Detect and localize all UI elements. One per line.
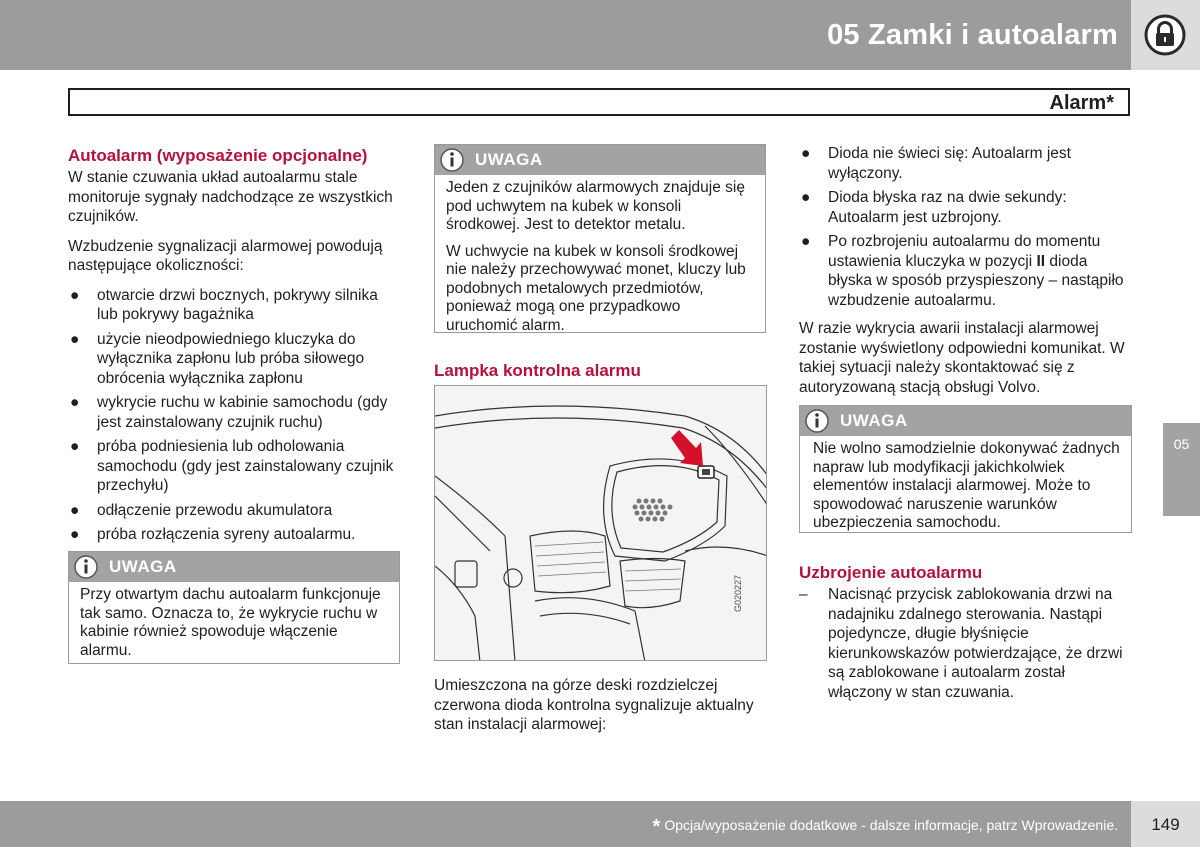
asterisk-mark: * <box>652 816 661 838</box>
note-header <box>69 552 399 582</box>
footer-note <box>653 816 1118 839</box>
column-1 <box>68 146 400 545</box>
chapter-title: 05 Zamki i autoalarm <box>827 19 1118 51</box>
list-item: ● Dioda błyska raz na dwie sekundy: Autoalarm jest uzbrojony. <box>801 189 1067 226</box>
note-box-sunroof <box>68 551 400 664</box>
figure-caption: Umieszczona na górze deski rozdzielczej czerwona dioda kontrolna sygnalizuje aktualny stan instalacji alarmowej: <box>434 677 754 733</box>
note-box-sensor <box>434 144 766 333</box>
list-item: ● użycie nieodpowiedniego kluczyka do wyłącznika zapłonu lub próba siłowego obrócenia wyłącznika zapłonu <box>70 330 365 387</box>
note-header <box>435 145 765 175</box>
note-label: UWAGA <box>475 150 543 169</box>
note-box-repairs <box>799 405 1132 533</box>
dashboard-illustration <box>435 386 767 661</box>
footer-note-text: Opcja/wyposażenie dodatkowe - dalsze informacje, patrz Wprowadzenie. <box>664 817 1118 833</box>
column-3 <box>799 144 1132 397</box>
arming-step <box>799 585 1132 702</box>
section-heading-autoalarm: Autoalarm (wyposażenie opcjonalne) <box>68 146 368 165</box>
note-label: UWAGA <box>109 557 177 576</box>
section-heading-indicator: Lampka kontrolna alarmu <box>434 361 641 380</box>
section-heading-arming: Uzbrojenie autoalarmu <box>799 563 983 582</box>
list-item: ● wykrycie ruchu w kabinie samochodu (gdy jest zainstalowany czujnik ruchu) <box>70 394 388 431</box>
figure-code: G020227 <box>733 574 743 612</box>
padlock-icon <box>1144 14 1186 56</box>
list-item: ● otwarcie drzwi bocznych, pokrywy silnika lub pokrywy bagażnika <box>70 286 378 323</box>
note-paragraph: Jeden z czujników alarmowych znajduje się pod uchwytem na kubek w konsoli środkowej. Jest to detektor metalu. <box>446 179 745 233</box>
step-text: Nacisnąć przycisk zablokowania drzwi na nadajniku zdalnego sterowania. Nastąpi pojedyncze, długie błyśnięcie kierunkowskazów potwierdzające, że drzwi są zablokowane i autoalarm został włączony w stan czuwania. <box>828 586 1123 701</box>
indicator-states-list <box>799 144 1132 310</box>
note-label: UWAGA <box>840 411 908 430</box>
list-item: ● odłączenie przewodu akumulatora <box>70 501 333 519</box>
info-icon <box>439 147 465 173</box>
note-paragraph: W uchwycie na kubek w konsoli środkowej nie należy przechowywać monet, kluczy lub podobnych metalowych przedmiotów, ponieważ mogą one przypadkowo uruchomić alarm. <box>446 242 746 334</box>
note-body <box>435 175 765 341</box>
arming-section <box>799 563 1132 702</box>
note-header <box>800 406 1131 436</box>
note-text: Nie wolno samodzielnie dokonywać żadnych napraw lub modyfikacji jakichkolwiek elementów instalacji alarmowej. Może to spowodować naruszenie warunków ubezpieczenia samochodu. <box>813 440 1120 531</box>
section-title-box <box>68 88 1130 116</box>
intro-paragraph: W stanie czuwania układ autoalarmu stale monitoruje sygnały nadchodzące ze wszystkich czujników. <box>68 169 393 225</box>
section-title: Alarm* <box>1049 92 1114 114</box>
trigger-list <box>68 286 400 545</box>
triggers-paragraph: Wzbudzenie sygnalizacji alarmowej powodują następujące okoliczności: <box>68 237 383 274</box>
info-icon <box>804 408 830 434</box>
info-icon <box>73 554 99 580</box>
list-item: ● Po rozbrojeniu autoalarmu do momentu ustawienia kluczyka w pozycji II dioda błyska w sposób przyspieszony – nastąpiło wzbudzenie autoalarmu. <box>801 233 1124 309</box>
list-item: ● próba podniesienia lub odholowania samochodu (gdy jest zainstalowany czujnik przechyłu) <box>70 438 394 494</box>
fault-paragraph: W razie wykrycia awarii instalacji alarmowej zostanie wyświetlony odpowiedni komunikat. W takiej sytuacji należy skontaktować się z autoryzowaną stacją obsługi Volvo. <box>799 320 1125 396</box>
dashboard-figure <box>434 385 767 661</box>
page-number: 149 <box>1151 815 1180 834</box>
chapter-side-tab-label: 05 <box>1173 436 1190 452</box>
note-text: Przy otwartym dachu autoalarm funkcjonuje tak samo. Oznacza to, że wykrycie ruchu w kabinie również spowoduje włączenie alarmu. <box>80 586 381 659</box>
step-dash: – <box>799 586 808 603</box>
list-item: ● Dioda nie świeci się: Autoalarm jest wyłączony. <box>801 145 1071 182</box>
list-item: ● próba rozłączenia syreny autoalarmu. <box>70 526 356 543</box>
